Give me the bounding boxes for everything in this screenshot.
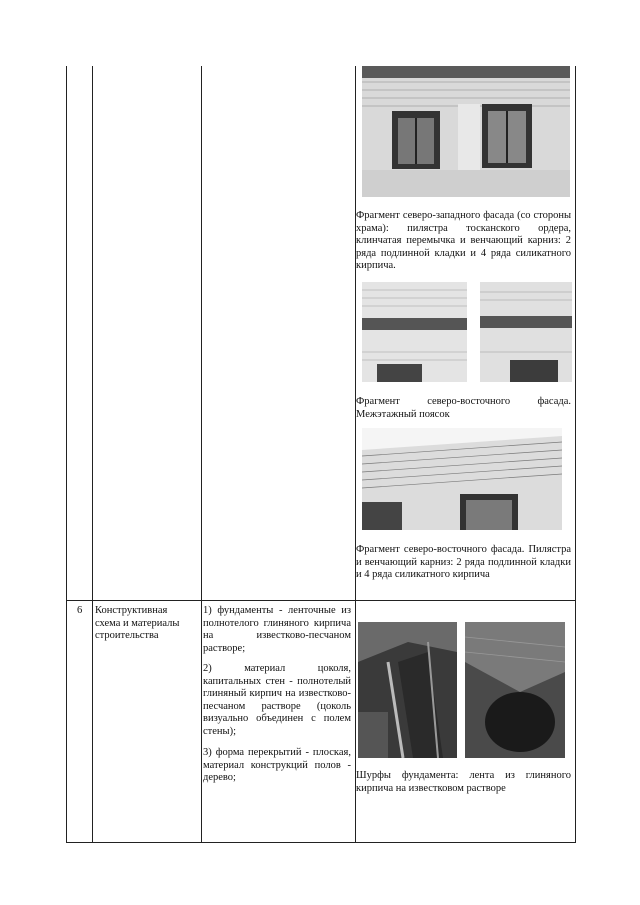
caption-foundation-pits: Шурфы фундамента: лента из глиняного кирпича на известковом растворе bbox=[356, 770, 571, 794]
facade-photo-belt-left bbox=[362, 282, 467, 382]
row-name: Конструктивная схема и материалы строительства bbox=[95, 605, 180, 641]
caption-northwest-facade: Фрагмент северо-западного фасада (со стороны храма): пилястра тосканского ордера, клинчатая перемычка и венчающий карниз: 2 ряда подлинной кладки и 4 ряда силикатного кирпича. bbox=[356, 210, 571, 271]
construction-item-foundations: 1) фундаменты - ленточные из полнотелого глиняного кирпича на известково-песчаном растворе; bbox=[203, 605, 351, 654]
table-col-divider-2 bbox=[201, 66, 202, 842]
construction-item-floors: 3) форма перекрытий - плоская, материал конструкций полов - дерево; bbox=[203, 747, 351, 783]
table-border-bottom bbox=[66, 842, 576, 843]
construction-item-walls: 2) материал цоколя, капитальных стен - полнотелый глиняный кирпич на известково-песчаном растворе (цоколь визуально объединен с полем стены); bbox=[203, 663, 351, 737]
table-border-left bbox=[66, 66, 67, 842]
table-row-divider bbox=[66, 600, 576, 601]
caption-cornice: Фрагмент северо-восточного фасада. Пилястра и венчающий карниз: 2 ряда подлинной кладки и 4 ряда силикатного кирпича bbox=[356, 544, 571, 580]
facade-photo-cornice bbox=[362, 428, 562, 530]
table-border-right bbox=[575, 66, 576, 842]
table-col-divider-1 bbox=[92, 66, 93, 842]
facade-photo-northwest bbox=[362, 66, 570, 197]
foundation-pit-photo-left bbox=[358, 622, 457, 758]
caption-belt-course: Фрагмент северо-восточного фасада. Межэтажный поясок bbox=[356, 396, 571, 420]
row-number: 6 bbox=[77, 605, 83, 616]
facade-photo-belt-right bbox=[480, 282, 572, 382]
table-col-divider-3 bbox=[355, 66, 356, 842]
foundation-pit-photo-right bbox=[465, 622, 565, 758]
